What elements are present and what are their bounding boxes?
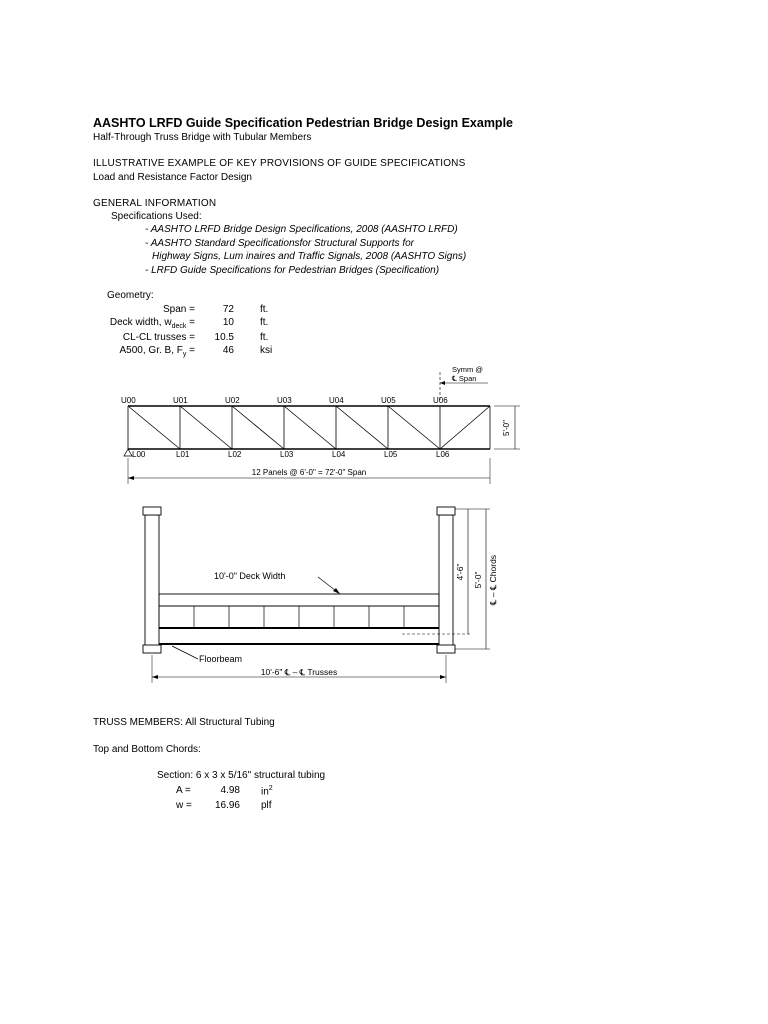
bottom-node-label: L06 [436, 450, 450, 459]
prop-label-area: A = [176, 785, 191, 796]
top-node-label: U05 [381, 396, 396, 405]
truss-diagonal [284, 406, 336, 449]
bottom-node-label: L02 [228, 450, 242, 459]
floorbeam-label: Floorbeam [199, 654, 243, 664]
section-description: Section: 6 x 3 x 5/16" structural tubing [157, 770, 326, 781]
illustrative-heading: ILLUSTRATIVE EXAMPLE OF KEY PROVISIONS OF GUIDE SPECIFICATIONS [93, 158, 466, 169]
prop-unit-area: $in^2$ [261, 785, 273, 798]
symm-label-2: ℄ Span [452, 374, 477, 383]
span-dimension: 12 Panels @ 6'-0" = 72'-0" Span [251, 468, 367, 477]
geometry-unit-deck-width: ft. [260, 317, 269, 328]
symm-label: Symm @ [452, 365, 483, 374]
geometry-value-steel: 46 [222, 345, 234, 356]
prop-value-weight: 16.96 [214, 800, 240, 811]
bottom-node-label: L05 [384, 450, 398, 459]
spec-item: - AASHTO LRFD Bridge Design Specifications, 2008 (AASHTO LRFD) [145, 224, 458, 235]
document-title: AASHTO LRFD Guide Specification Pedestrian Bridge Design Example [93, 116, 513, 130]
geometry-unit-steel: ksi [260, 345, 273, 356]
spec-item: - LRFD Guide Specifications for Pedestrian Bridges (Specification) [145, 265, 440, 276]
prop-label-weight: w = [176, 800, 192, 811]
top-node-label: U02 [225, 396, 240, 405]
top-node-label: U04 [329, 396, 344, 405]
dim-5-0: 5'-0" [473, 571, 483, 589]
geometry-label-span: Span = [163, 304, 195, 315]
spec-item: Highway Signs, Lum inaires and Traffic Signals, 2008 (AASHTO Signs) [152, 251, 467, 262]
truss-diagonal [180, 406, 232, 449]
members-heading: TRUSS MEMBERS: All Structural Tubing [93, 717, 275, 728]
specs-label: Specifications Used: [111, 211, 202, 222]
top-node-label: U03 [277, 396, 292, 405]
top-node-label: U01 [173, 396, 188, 405]
deck-width-label: 10'-0" Deck Width [214, 571, 286, 581]
geometry-label-deck-width: Deck width, $w_{deck}$ = [109, 317, 195, 330]
bottom-node-label: L00 [132, 450, 146, 459]
truss-diagonal [128, 406, 180, 449]
support-icon [124, 449, 132, 456]
trusses-dimension: 10'-6" ℄ – ℄ Trusses [260, 667, 338, 677]
chords-heading: Top and Bottom Chords: [93, 744, 201, 755]
document-subtitle: Half-Through Truss Bridge with Tubular Members [93, 132, 312, 143]
bottom-node-label: L04 [332, 450, 346, 459]
geometry-heading: Geometry: [107, 290, 154, 301]
top-node-label: U00 [121, 396, 136, 405]
geometry-value-deck-width: 10 [222, 317, 234, 328]
height-dimension: 5'-0" [502, 420, 511, 436]
bottom-node-label: L03 [280, 450, 294, 459]
truss-diagonal [336, 406, 388, 449]
prop-unit-weight: plf [261, 800, 272, 811]
geometry-label-steel: A500, Gr. B, $F_y$ = [119, 345, 195, 358]
dim-4-6: 4'-6" [455, 563, 465, 581]
illustrative-subheading: Load and Resistance Factor Design [93, 172, 252, 183]
geometry-label-trusses: CL-CL trusses = [122, 332, 195, 343]
truss-diagonal [388, 406, 440, 449]
chords-dimension: ℄ – ℄ Chords [488, 554, 498, 606]
geometry-unit-trusses: ft. [260, 332, 269, 343]
bottom-node-label: L01 [176, 450, 190, 459]
truss-diagonal [440, 406, 490, 449]
spec-item: - AASHTO Standard Specificationsfor Structural Supports for [145, 238, 415, 249]
geometry-value-span: 72 [222, 304, 234, 315]
truss-diagonal [232, 406, 284, 449]
geometry-unit-span: ft. [260, 304, 269, 315]
top-node-label: U06 [433, 396, 448, 405]
prop-value-area: 4.98 [220, 785, 240, 796]
general-heading: GENERAL INFORMATION [93, 198, 217, 209]
geometry-value-trusses: 10.5 [214, 332, 234, 343]
